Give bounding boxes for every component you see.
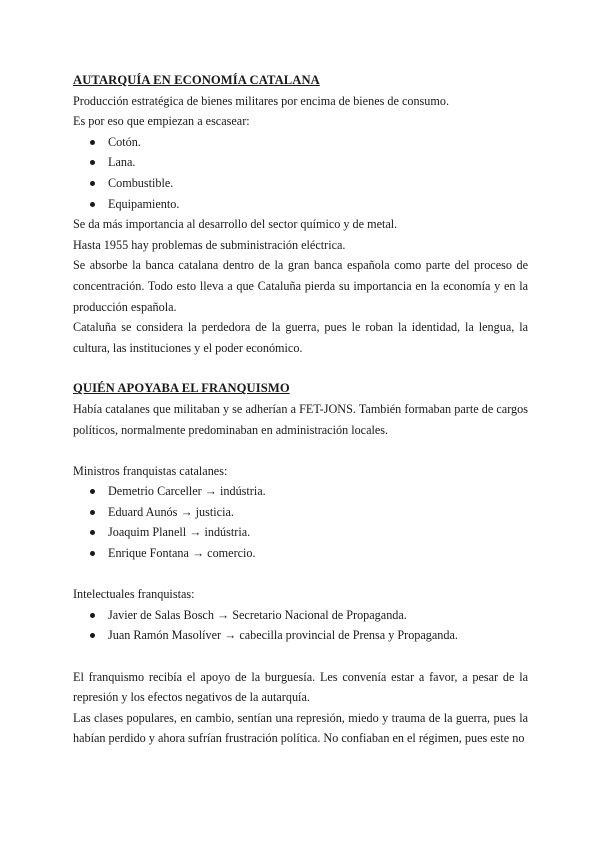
spacer xyxy=(73,440,528,461)
bullet-icon xyxy=(90,633,95,638)
bullet-icon xyxy=(90,160,95,165)
list-item: Equipamiento. xyxy=(73,194,528,215)
scarcity-list xyxy=(73,132,528,214)
section-title-autarquia: AUTARQUÍA EN ECONOMÍA CATALANA xyxy=(73,73,320,87)
ministers-label: Ministros franquistas catalanes: xyxy=(73,463,228,478)
list-item: Eduard Aunós → justicia. xyxy=(73,502,528,523)
bullet-icon xyxy=(90,613,95,618)
bullet-icon xyxy=(90,140,95,145)
bullet-icon xyxy=(90,202,95,207)
list-item: Demetrio Carceller → indústria. xyxy=(73,481,528,502)
list-item: Cotón. xyxy=(73,132,528,153)
list-item: Combustible. xyxy=(73,173,528,194)
bullet-icon xyxy=(90,530,95,535)
list-item: Juan Ramón Masolíver → cabecilla provincial de Prensa y Propaganda. xyxy=(73,625,528,646)
intellectuals-list xyxy=(73,605,528,646)
bullet-icon xyxy=(90,181,95,186)
ministers-list xyxy=(73,481,528,563)
list-item: Javier de Salas Bosch → Secretario Nacional de Propaganda. xyxy=(73,605,528,626)
bullet-icon xyxy=(90,510,95,515)
bullet-icon xyxy=(90,551,95,556)
list-item: Lana. xyxy=(73,152,528,173)
paragraph: Es por eso que empiezan a escasear: xyxy=(73,114,250,129)
paragraph: Se da más importancia al desarrollo del sector químico y de metal. xyxy=(73,217,398,232)
list-item: Enrique Fontana → comercio. xyxy=(73,543,528,564)
paragraph: Se absorbe la banca catalana dentro de la gran banca española como parte del proceso de concentración. Todo esto lleva a que Cataluña pierda su importancia en la economía y en la producción española. xyxy=(73,258,528,314)
paragraph: Hasta 1955 hay problemas de subministración eléctrica. xyxy=(73,237,346,252)
spacer xyxy=(73,564,528,585)
intellectuals-label: Intelectuales franquistas: xyxy=(73,587,195,602)
spacer xyxy=(73,358,528,378)
paragraph: Cataluña se considera la perdedora de la guerra, pues le roban la identidad, la lengua, la cultura, las instituciones y el poder económico. xyxy=(73,320,528,355)
paragraph: Producción estratégica de bienes militares por encima de bienes de consumo. xyxy=(73,93,449,108)
section-title-franquismo: QUIÉN APOYABA EL FRANQUISMO xyxy=(73,381,290,396)
list-item: Joaquim Planell → indústria. xyxy=(73,522,528,543)
document-page xyxy=(73,70,528,749)
bullet-icon xyxy=(90,489,95,494)
paragraph: Había catalanes que militaban y se adherían a FET-JONS. También formaban parte de cargos políticos, normalmente predominaban en administración locales. xyxy=(73,401,528,437)
paragraph: Las clases populares, en cambio, sentían una represión, miedo y trauma de la guerra, pues la habían perdido y ahora sufrían frustración política. No confiaban en el régimen, pues este no xyxy=(73,710,528,746)
paragraph: El franquismo recibía el apoyo de la burguesía. Les convenía estar a favor, a pesar de la represión y los efectos negativos de la autarquía. xyxy=(73,669,528,705)
spacer xyxy=(73,646,528,667)
